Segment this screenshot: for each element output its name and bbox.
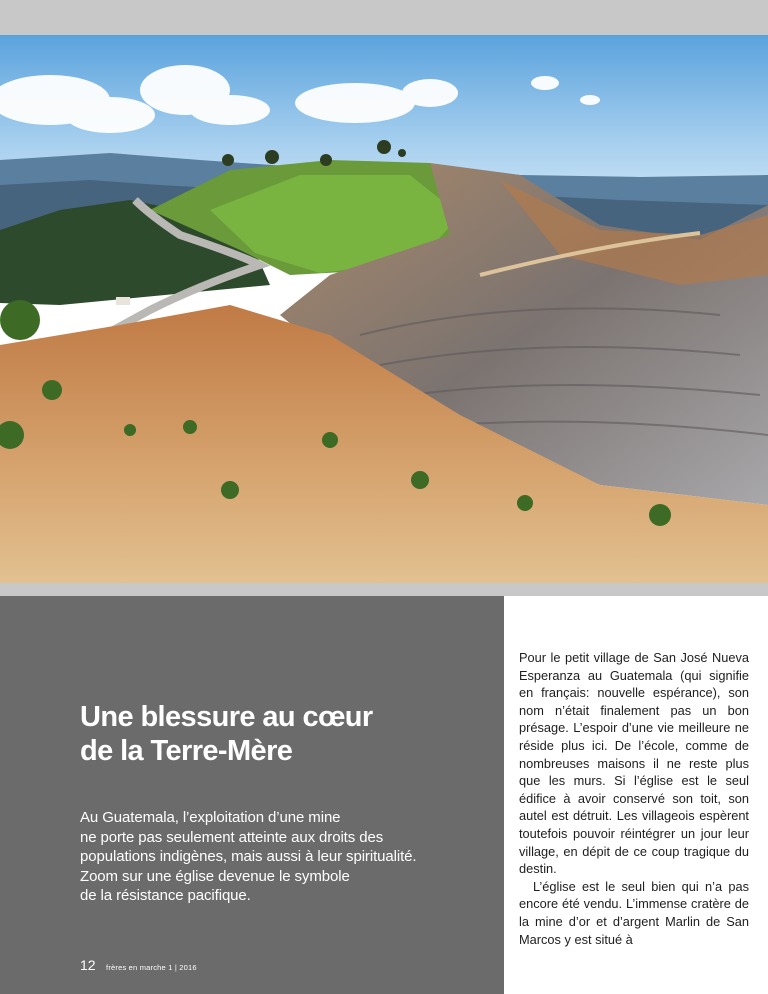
page-footer <box>80 957 197 975</box>
publication-name: frères en marche 1 | 2016 <box>106 963 197 972</box>
article-lead <box>80 808 490 906</box>
article-title <box>80 700 480 768</box>
lead-line: de la résistance pacifique. <box>80 887 251 904</box>
article-title-line: de la Terre-Mère <box>80 735 293 767</box>
page-number: 12 <box>80 957 96 973</box>
mine-landscape-photo <box>0 35 768 583</box>
intro-panel <box>0 596 504 994</box>
body-paragraph: L’église est le seul bien qui n’a pas encore été vendu. L’immense cratère de la mine d’or et d’argent Marlin de San Marcos y est situé à <box>519 878 749 947</box>
lead-line: Au Guatemala, l’exploitation d’une mine <box>80 809 341 826</box>
lead-line: Zoom sur une église devenue le symbole <box>80 867 350 885</box>
top-band <box>0 0 768 35</box>
body-column <box>519 649 749 948</box>
divider-band <box>0 583 768 596</box>
article-title-line: Une blessure au cœur <box>80 701 373 733</box>
lead-line: populations indigènes, mais aussi à leur spiritualité. <box>80 848 417 865</box>
body-paragraph: Pour le petit village de San José Nueva Esperanza au Guatemala (qui signifie en français: nouvelle espérance), son nom n’était finalement pas un bon présage. L’espoir d’une vie meilleure ne réside plus ici. De l’école, comme de nombreuses maisons il ne reste plus que les murs. Si l’église est le seul édifice à avoir conservé son toit, son autel est détruit. Les villageois espèrent toutefois pouvoir réintégrer un jour leur village, en dépit de ce coup tragique du destin. <box>519 650 749 877</box>
lead-line: ne porte pas seulement atteinte aux droits des <box>80 828 384 846</box>
